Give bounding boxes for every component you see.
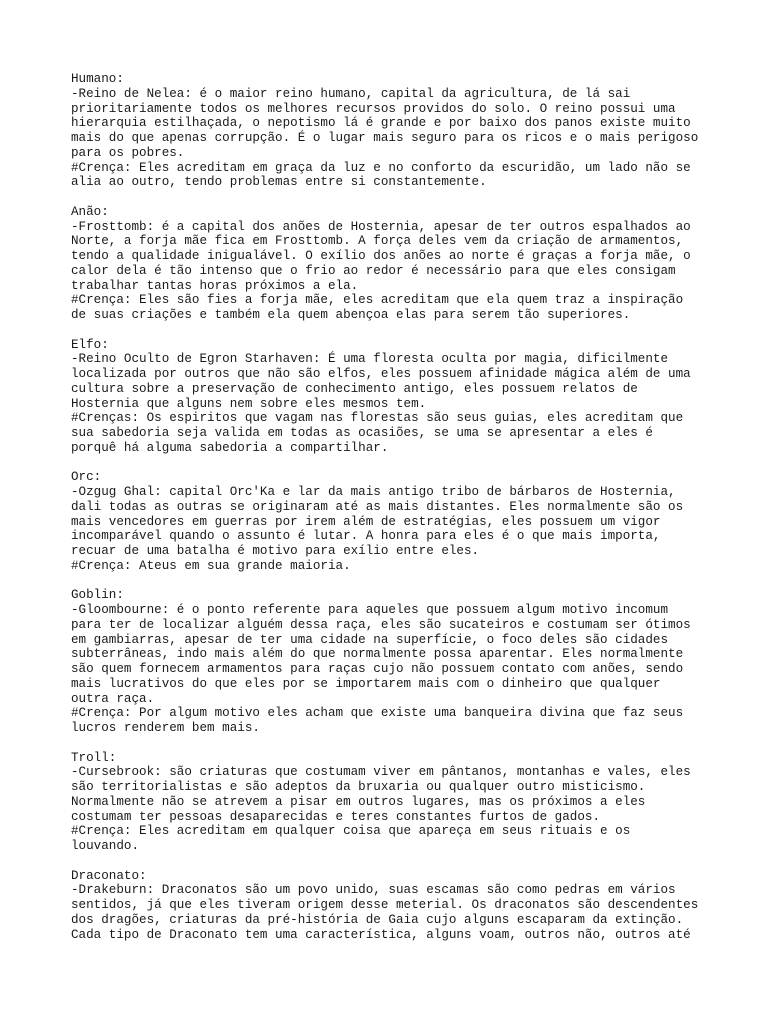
text-line: #Crença: Eles acreditam em qualquer coisa que apareça em seus rituais e os	[71, 824, 631, 839]
text-line: subterrâneas, indo mais além do que normalmente possa aparentar. Eles normalmente	[71, 647, 684, 662]
text-line: em gambiarras, apesar de ter uma cidade na superfície, o foco deles são cidades	[71, 632, 669, 647]
text-line: Cada tipo de Draconato tem uma característica, alguns voam, outros não, outros até	[71, 927, 691, 942]
text-line: para os pobres.	[71, 145, 185, 160]
text-line: #Crença: Ateus em sua grande maioria.	[71, 558, 351, 573]
text-line: -Reino de Nelea: é o maior reino humano, capital da agricultura, de lá sai	[71, 86, 631, 101]
text-line: localizada por outros que não são elfos, eles possuem afinidade mágica além de uma	[71, 367, 691, 381]
heading-goblin: Goblin:	[71, 588, 124, 603]
text-line: são territorialistas e são adeptos da bruxaria ou qualquer outro misticismo.	[71, 780, 646, 794]
text-line: outra raça.	[71, 691, 155, 706]
text-line: -Ozgug Ghal: capital Orc'Ka e lar da mais antigo tribo de bárbaros de Hosternia,	[71, 485, 676, 499]
text-line: #Crença: Eles são fies a forja mãe, eles acreditam que ela quem traz a inspiração	[71, 293, 684, 308]
text-line: porquê há alguma sabedoria a compartilhar.	[71, 440, 389, 455]
text-line: -Drakeburn: Draconatos são um povo unido, suas escamas são como pedras em vários	[71, 883, 676, 898]
text-line: -Reino Oculto de Egron Starhaven: É uma floresta oculta por magia, dificilmente	[71, 352, 669, 367]
text-line: são quem fornecem armamentos para raças cujo não possuem contato com anões, sendo	[71, 662, 684, 676]
text-line: #Crença: Por algum motivo eles acham que existe uma banqueira divina que faz seus	[71, 706, 684, 721]
text-line: lucros renderem bem mais.	[71, 721, 260, 735]
text-line: -Gloombourne: é o ponto referente para aqueles que possuem algum motivo incomum	[71, 603, 669, 617]
text-line: -Frosttomb: é a capital dos anões de Hosternia, apesar de ter outros espalhados ao	[71, 219, 691, 234]
section-troll	[71, 751, 711, 854]
text-line: Norte, a forja mãe fica em Frosttomb. A força deles vem da criação de armamentos,	[71, 234, 684, 249]
heading-draconato: Draconato:	[71, 868, 147, 883]
text-line: tendo a qualidade inigualável. O exílio dos anões ao norte é graças a forja mãe, o	[71, 249, 691, 263]
text-line: cultura sobre a preservação de conhecimento antigo, eles possuem relatos de	[71, 381, 638, 396]
text-line: dos dragões, criaturas da pré-história de Gaia cujo alguns escaparam da extinção.	[71, 912, 684, 927]
text-line: -Cursebrook: são criaturas que costumam viver em pântanos, montanhas e vales, eles	[71, 765, 691, 780]
text-line: calor dela é tão intenso que o frio ao redor é necessário para que eles consigam	[71, 263, 676, 278]
text-line: dali todas as outras se originaram até as mais distantes. Eles normalmente são os	[71, 499, 684, 514]
heading-elfo: Elfo:	[71, 337, 109, 352]
text-line: #Crenças: Os espiritos que vagam nas florestas são seus guias, eles acreditam que	[71, 411, 684, 426]
section-draconato	[71, 869, 711, 943]
section-humano	[71, 72, 711, 190]
text-line: mais lucrativos do que eles por se importarem mais com o dinheiro que qualquer	[71, 676, 661, 691]
text-line: alia ao outro, tendo problemas entre si constantemente.	[71, 175, 487, 190]
text-line: mais vencedores em guerras por irem além de estratégias, eles possuem um vigor	[71, 514, 661, 529]
section-anao	[71, 205, 711, 323]
heading-anao: Anão:	[71, 204, 109, 219]
heading-humano: Humano:	[71, 72, 124, 86]
text-line: costumam ter pessoas desaparecidas e teres constantes furtos de gados.	[71, 809, 601, 824]
section-orc	[71, 470, 711, 573]
text-line: hierarquia estilhaçada, o nepotismo lá é grande e por baixo dos panos existe muito	[71, 116, 691, 131]
text-line: trabalhar tantas horas próximos a ela.	[71, 278, 359, 293]
heading-orc: Orc:	[71, 470, 102, 485]
document-page	[71, 72, 711, 957]
text-line: #Crença: Eles acreditam em graça da luz e no conforto da escuridão, um lado não se	[71, 160, 691, 175]
text-line: para ter de localizar alguém dessa raça, eles são sucateiros e costumam ser ótimos	[71, 617, 691, 632]
text-line: sentidos, já que eles tiveram origem desse meterial. Os draconatos são descendentes	[71, 898, 699, 912]
text-line: sua sabedoria seja valida em todas as ocasiões, se uma se apresentar a eles é	[71, 426, 653, 440]
text-line: prioritariamente todos os melhores recursos providos do solo. O reino possui uma	[71, 101, 676, 116]
text-line: Hosternia que alguns nem sobre eles mesmos tem.	[71, 396, 427, 411]
heading-troll: Troll:	[71, 750, 117, 765]
text-line: recuar de uma batalha é motivo para exílio entre eles.	[71, 544, 480, 558]
text-line: incomparável quando o assunto é lutar. A honra para eles é o que mais importa,	[71, 529, 661, 544]
text-line: Normalmente não se atrevem a pisar em outros lugares, mas os próximos a eles	[71, 794, 646, 809]
text-line: mais do que apenas corrupção. É o lugar mais seguro para os ricos e o mais perigoso	[71, 131, 699, 145]
text-line: louvando.	[71, 839, 140, 853]
text-line: de suas criações e também ela quem abençoa elas para serem tão superiores.	[71, 308, 631, 322]
section-elfo	[71, 338, 711, 456]
section-goblin	[71, 588, 711, 736]
